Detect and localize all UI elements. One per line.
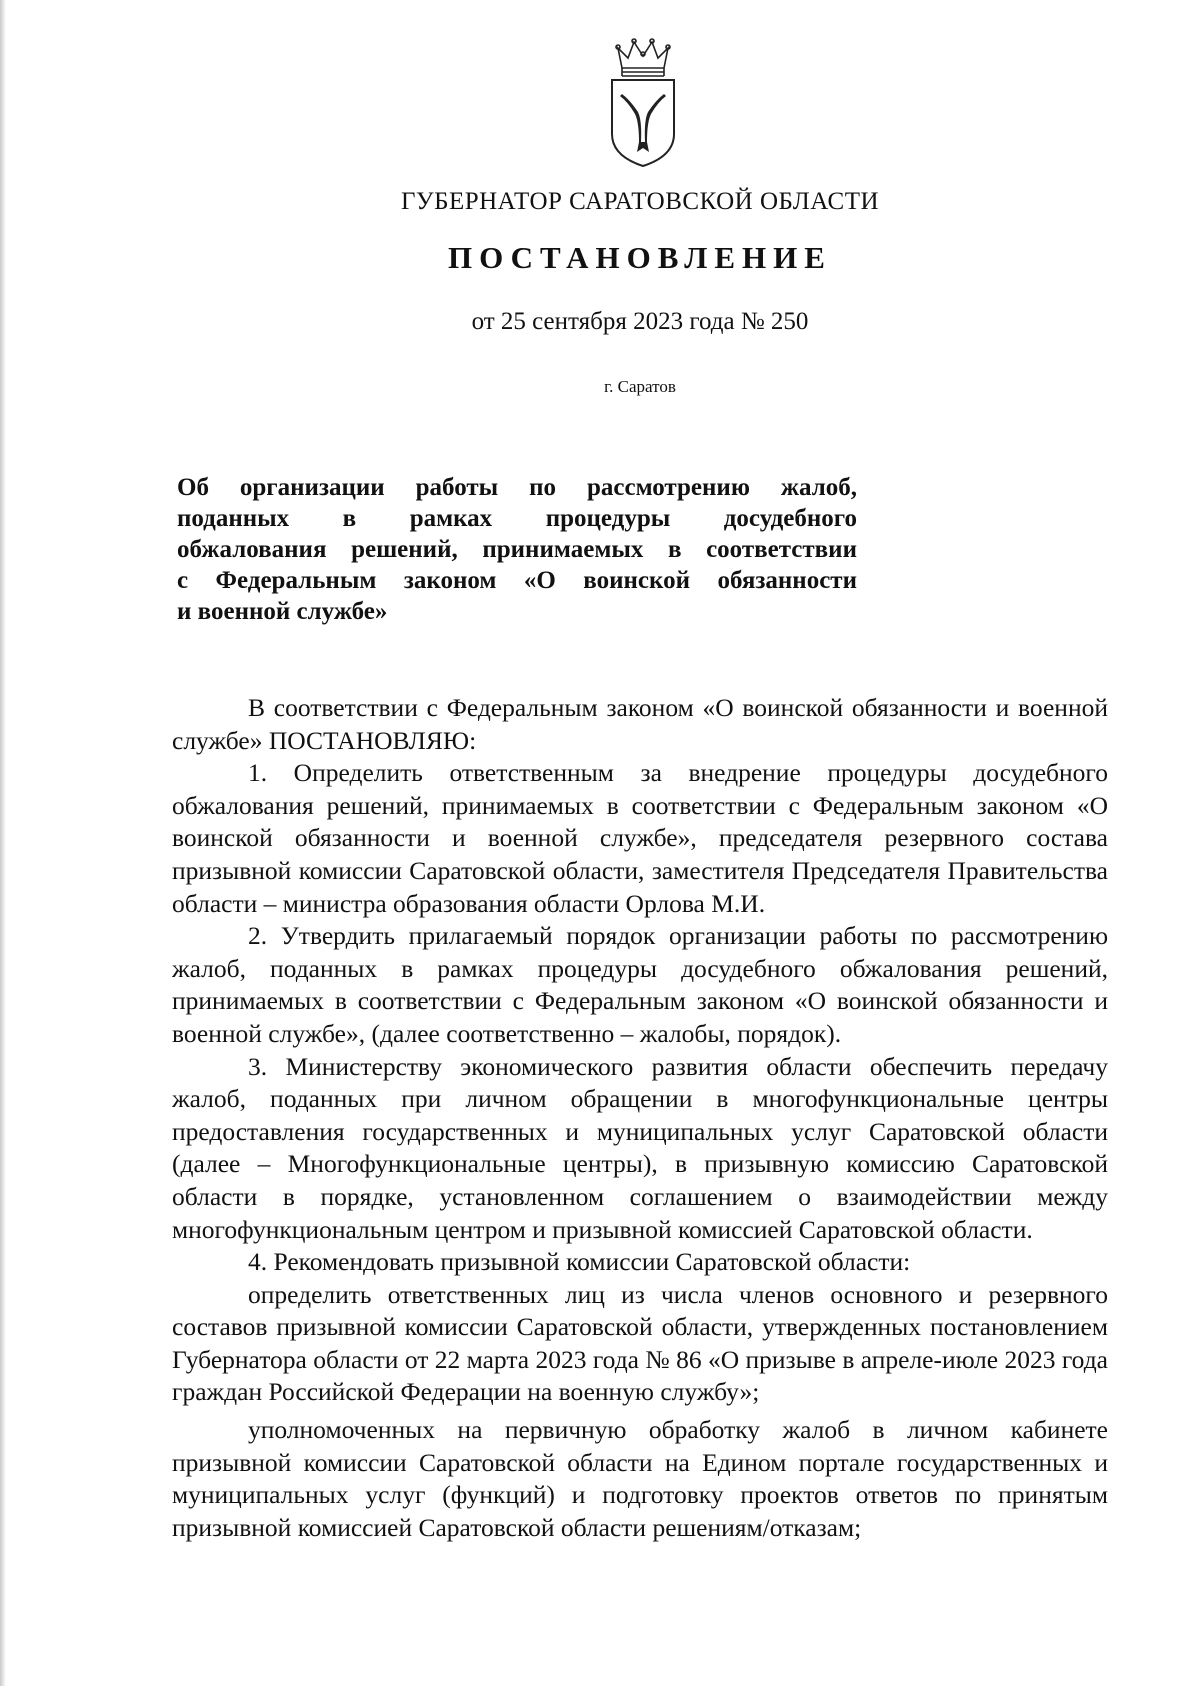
document-date-number: от 25 сентября 2023 года № 250 bbox=[471, 308, 809, 335]
body-paragraph: 3. Министерству экономического развития области обеспечить передачу жалоб, поданных при личном обращении в многофункциональные центры предоставления государственных и муниципальных услуг Саратовской области (далее – Многофункциональные центры), в призывную комиссию Саратовской области в порядке, установленном соглашением о взаимодействии между многофункциональным центром и призывной комиссией Саратовской области. bbox=[172, 1051, 1108, 1244]
document-city: г. Саратов bbox=[604, 377, 676, 396]
scan-edge-shadow bbox=[0, 0, 6, 1686]
body-paragraph: определить ответственных лиц из числа членов основного и резервного составов призывной комиссии Саратовской области, утвержденных постановлением Губернатора области от 22 марта 2023 года № 86 «О призыве в апреле-июле 2023 года граждан Российской Федерации на военную службу»; bbox=[172, 1279, 1108, 1407]
title-line: Об организации работы по рассмотрению жалоб, bbox=[177, 474, 857, 501]
title-line: и военной службе» bbox=[177, 598, 388, 625]
title-line: с Федеральным законом «О воинской обязанности bbox=[177, 567, 857, 594]
title-line: поданных в рамках процедуры досудебного bbox=[177, 505, 857, 532]
body-paragraph: 2. Утвердить прилагаемый порядок организации работы по рассмотрению жалоб, поданных в рамках процедуры досудебного обжалования решений, принимаемых в соответствии с Федеральным законом «О воинской обязанности и военной службе», (далее соответственно – жалобы, порядок). bbox=[172, 921, 1108, 1048]
title-line: обжалования решений, принимаемых в соответствии bbox=[177, 536, 857, 563]
body-paragraph: 4. Рекомендовать призывной комиссии Саратовской области: bbox=[248, 1247, 911, 1277]
document-body bbox=[172, 692, 1108, 1544]
document-title bbox=[177, 472, 857, 627]
issuing-authority: ГУБЕРНАТОР САРАТОВСКОЙ ОБЛАСТИ bbox=[400, 188, 880, 215]
body-paragraph: уполномоченных на первичную обработку жалоб в личном кабинете призывной комиссии Саратовской области на Едином портале государственных и муниципальных услуг (функций) и подготовку проектов ответов по принятым призывной комиссией Саратовской области решениям/отказам; bbox=[172, 1415, 1108, 1542]
saratov-coat-of-arms-icon bbox=[604, 38, 682, 170]
body-paragraph: 1. Определить ответственным за внедрение процедуры досудебного обжалования решений, принимаемых в соответствии с Федеральным законом «О воинской обязанности и военной службе», председателя резервного состава призывной комиссии Саратовской области, заместителя Председателя Правительства области – министра образования области Орлова М.И. bbox=[172, 758, 1108, 918]
body-paragraph: В соответствии с Федеральным законом «О воинской обязанности и военной службе» ПОСТАНОВЛЯЮ: bbox=[172, 693, 1108, 755]
document-type-heading: ПОСТАНОВЛЕНИЕ bbox=[448, 240, 832, 275]
